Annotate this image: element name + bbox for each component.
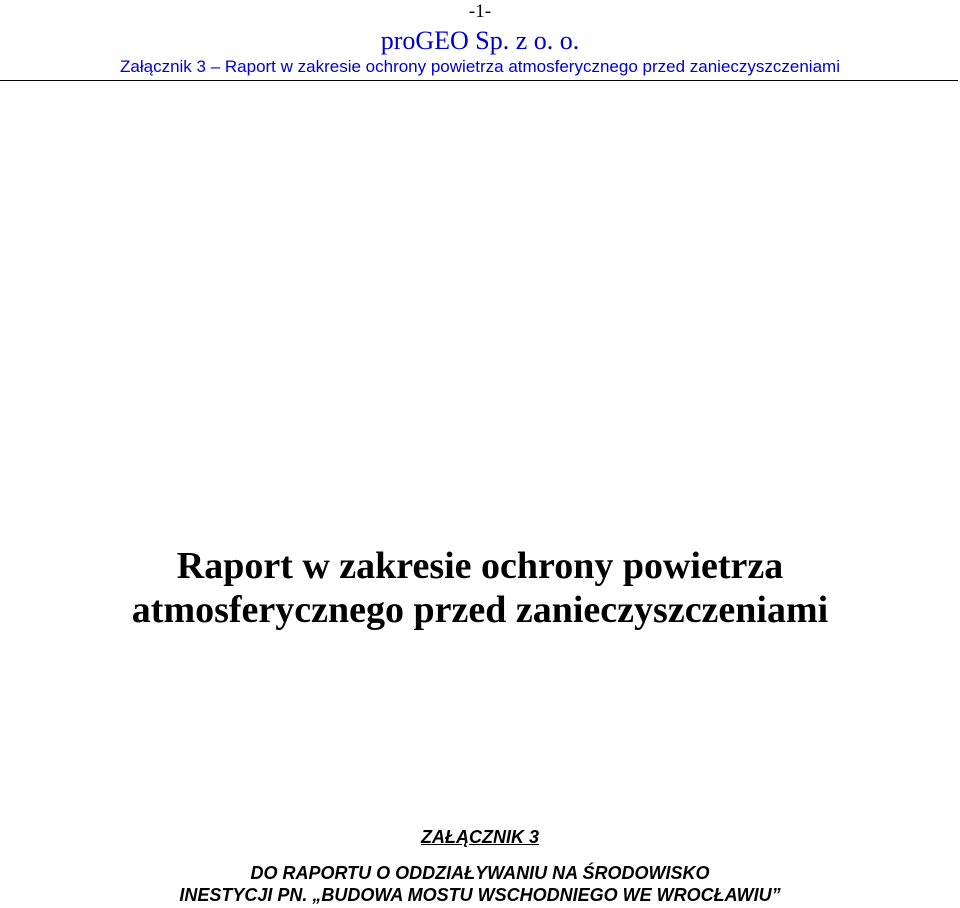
document-title-line-2: atmosferycznego przed zanieczyszczeniami: [131, 589, 829, 631]
document-title-line-1: Raport w zakresie ochrony powietrza: [176, 545, 784, 587]
header-divider: [0, 80, 958, 81]
company-name: proGEO Sp. z o. o.: [380, 26, 580, 55]
document-title: [0, 544, 960, 632]
annex-label: ZAŁĄCZNIK 3: [421, 827, 539, 847]
annex-description-line-1: DO RAPORTU O ODDZIAŁYWANIU NA ŚRODOWISKO: [250, 863, 710, 883]
annex-description-line-2: INESTYCJI PN. „BUDOWA MOSTU WSCHODNIEGO WE WROCŁAWIU”: [179, 885, 781, 905]
annex-heading: [0, 826, 960, 848]
running-header-title: Załącznik 3 – Raport w zakresie ochrony powietrza atmosferycznego przed zanieczyszczeniami: [120, 57, 840, 76]
annex-description: [0, 862, 960, 906]
page-number: -1-: [468, 1, 492, 22]
